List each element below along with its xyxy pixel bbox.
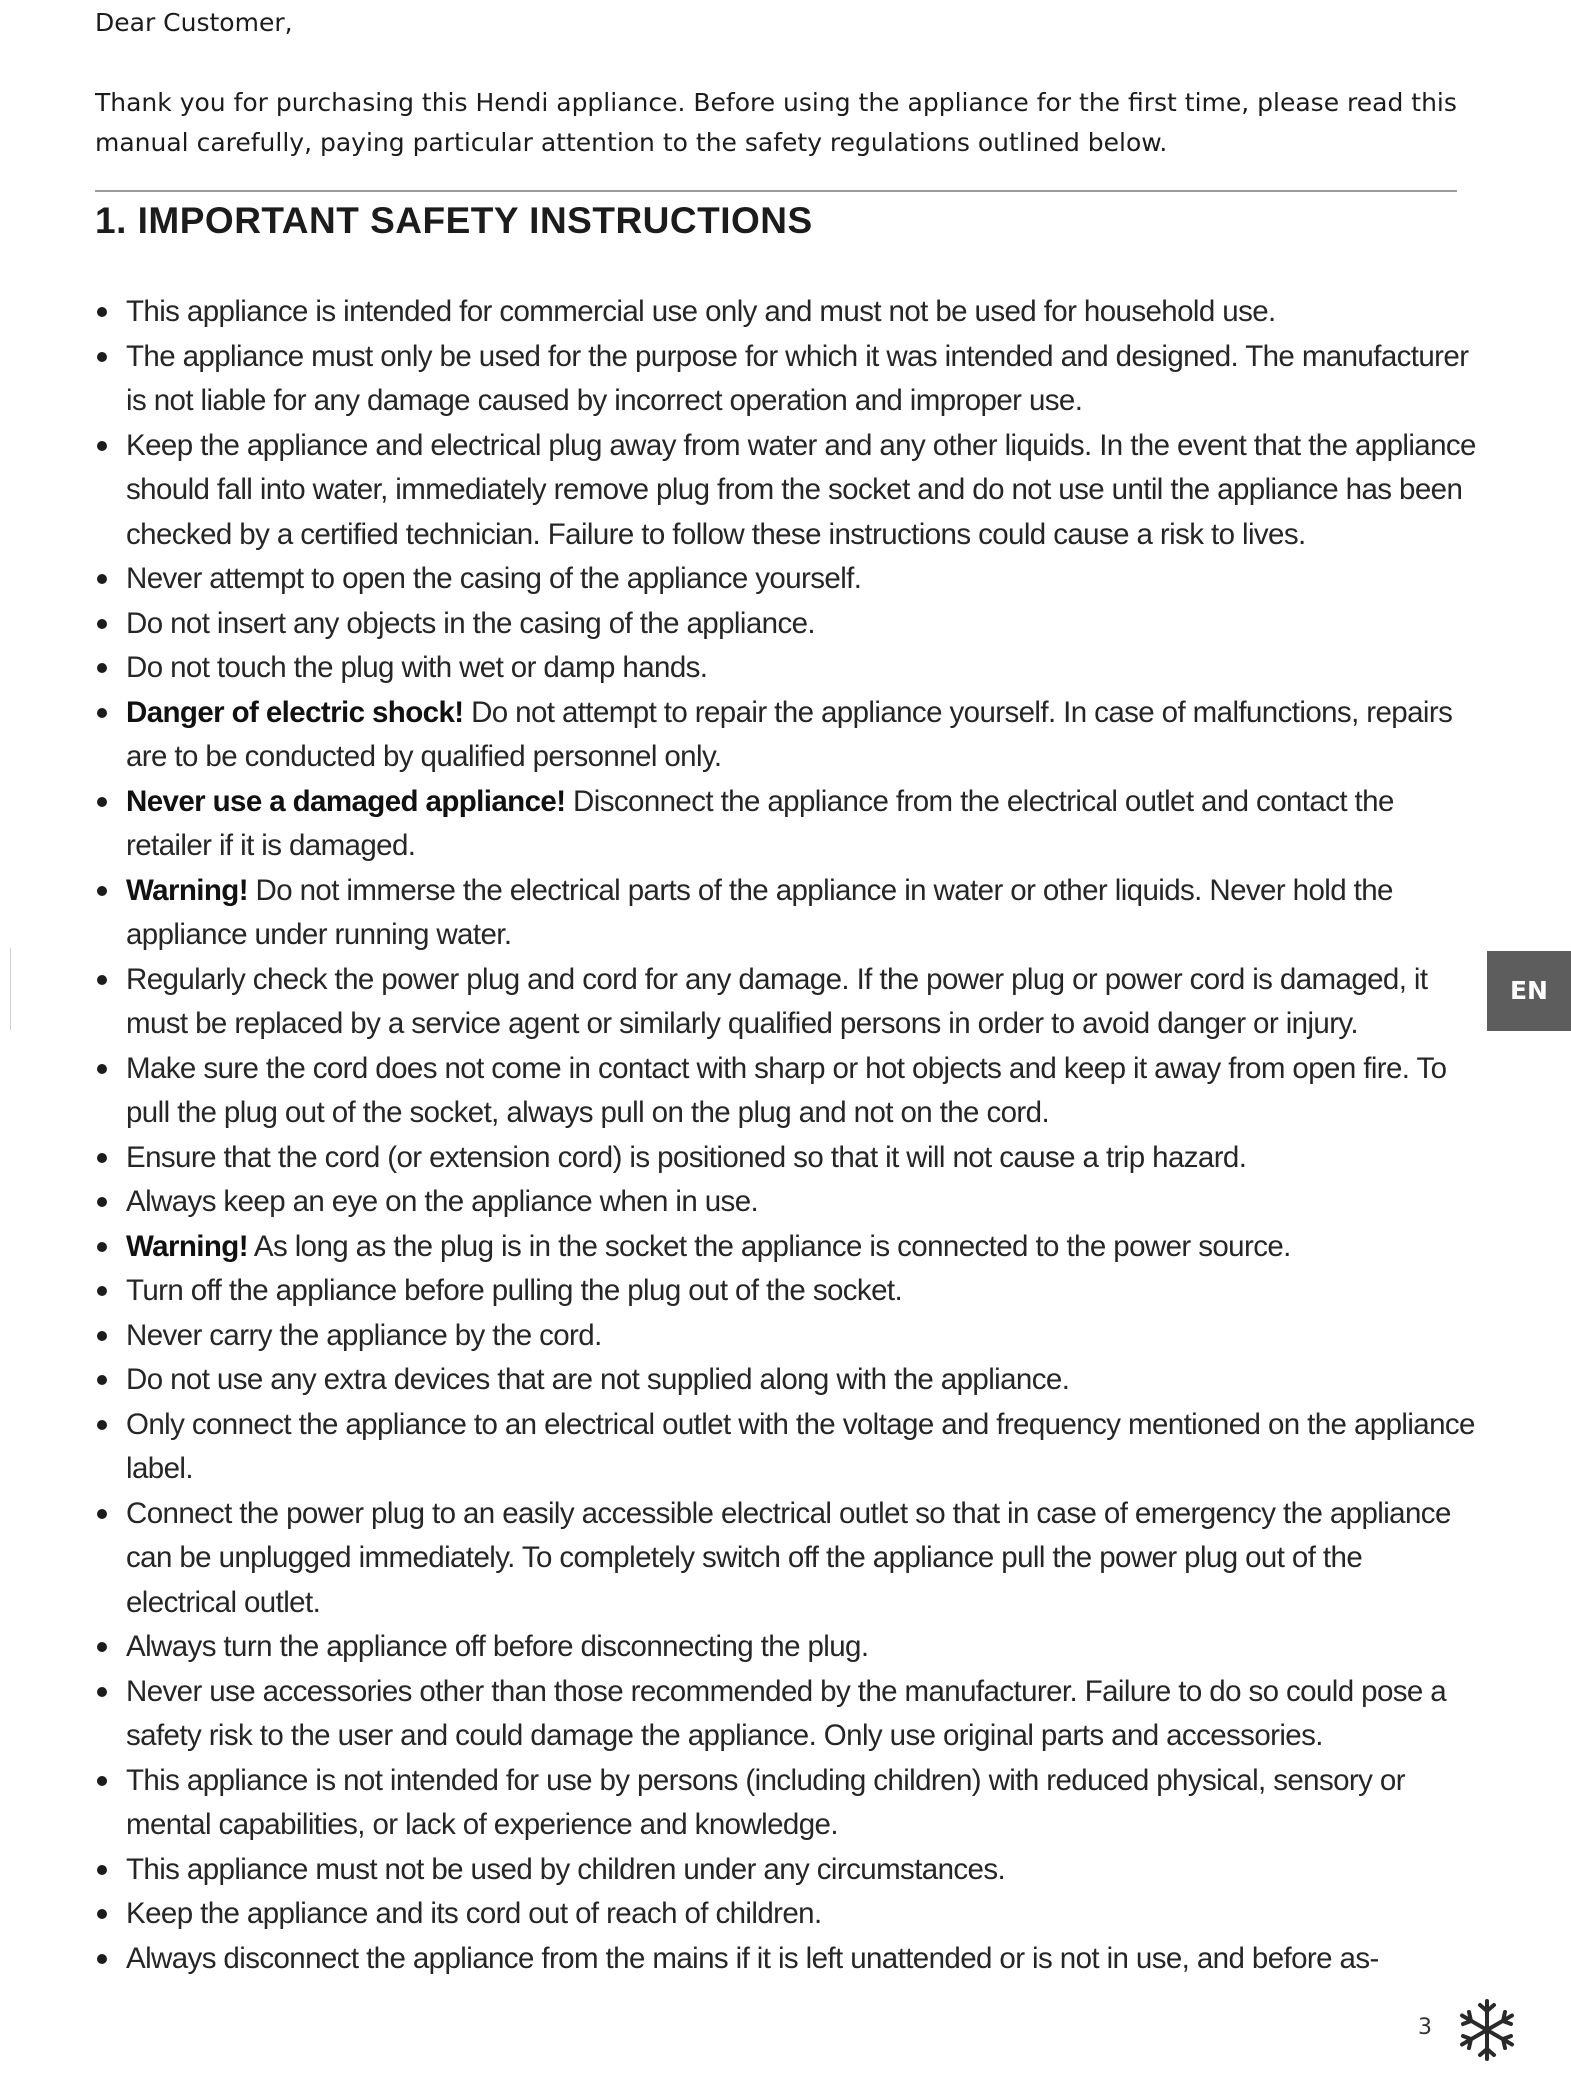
instruction-item — [95, 1625, 1480, 1670]
instruction-text: Disconnect the appliance from the electrical outlet and contact the retailer if it is damaged. — [126, 784, 1394, 862]
instruction-item — [95, 335, 1480, 424]
margin-mark — [10, 948, 11, 1030]
instruction-item — [95, 1403, 1480, 1492]
instruction-item — [95, 1759, 1480, 1848]
instruction-lead: Never use a damaged appliance! — [126, 784, 566, 818]
instruction-item — [95, 602, 1480, 647]
instruction-lead: Warning! — [126, 873, 248, 907]
instruction-item — [95, 780, 1480, 869]
instruction-text: Never carry the appliance by the cord. — [126, 1318, 602, 1352]
instruction-item — [95, 1047, 1480, 1136]
bullet-dot — [97, 1909, 107, 1919]
instruction-item — [95, 869, 1480, 958]
bullet-dot — [97, 1687, 107, 1697]
bullet-dot — [97, 797, 107, 807]
instruction-item — [95, 557, 1480, 602]
safety-instructions-list — [95, 290, 1480, 1981]
instruction-text: Always keep an eye on the appliance when in use. — [126, 1185, 759, 1218]
bullet-dot — [97, 1153, 107, 1163]
instruction-item — [95, 290, 1480, 335]
bullet-dot — [97, 441, 107, 451]
instruction-text: Do not immerse the electrical parts of the appliance in water or other liquids. Never hold the appliance under running water. — [126, 873, 1393, 951]
instruction-lead: Danger of electric shock! — [126, 695, 464, 729]
bullet-dot — [97, 1509, 107, 1519]
instruction-item — [95, 1358, 1480, 1403]
instruction-item — [95, 424, 1480, 558]
bullet-dot — [97, 1242, 107, 1252]
bullet-dot — [97, 1420, 107, 1430]
section-divider — [95, 190, 1457, 192]
instruction-text: Turn off the appliance before pulling the plug out of the socket. — [126, 1274, 903, 1307]
instruction-text: This appliance must not be used by children under any circumstances. — [126, 1852, 1006, 1886]
instruction-lead: Warning! — [126, 1229, 248, 1263]
instruction-text: The appliance must only be used for the purpose for which it was intended and designed. The manufacturer is not liable for any damage caused by incorrect operation and improper use. — [126, 339, 1469, 417]
instruction-text: Connect the power plug to an easily accessible electrical outlet so that in case of emergency the appliance can be unplugged immediately. To completely switch off the appliance pull the power plug out of the electrical outlet. — [126, 1496, 1451, 1619]
bullet-dot — [97, 1064, 107, 1074]
bullet-dot — [97, 307, 107, 317]
instruction-text: This appliance is intended for commercial use only and must not be used for household use. — [126, 295, 1276, 328]
instruction-text: Only connect the appliance to an electrical outlet with the voltage and frequency mentioned on the appliance label. — [126, 1407, 1475, 1485]
greeting: Dear Customer, — [95, 8, 293, 37]
instruction-item — [95, 1848, 1480, 1893]
language-tab: EN — [1487, 951, 1571, 1031]
instruction-item — [95, 1136, 1480, 1181]
section-title: 1. IMPORTANT SAFETY INSTRUCTIONS — [95, 200, 813, 241]
instruction-text: Always disconnect the appliance from the mains if it is left unattended or is not in use, and before as- — [126, 1941, 1379, 1975]
instruction-text: Never attempt to open the casing of the appliance yourself. — [126, 562, 862, 595]
instruction-text: Keep the appliance and electrical plug away from water and any other liquids. In the event that the appliance should fall into water, immediately remove plug from the socket and do not use until the appliance has been checked by a certified technician. Failure to follow these instructions could cause a risk to lives. — [126, 428, 1476, 551]
bullet-dot — [97, 1197, 107, 1207]
instruction-text: As long as the plug is in the socket the appliance is connected to the power source. — [247, 1229, 1291, 1263]
instruction-text: Do not insert any objects in the casing of the appliance. — [126, 606, 815, 640]
instruction-item — [95, 1180, 1480, 1225]
bullet-dot — [97, 1375, 107, 1385]
bullet-dot — [97, 663, 107, 673]
instruction-text: Keep the appliance and its cord out of reach of children. — [126, 1897, 822, 1930]
bullet-dot — [97, 1954, 107, 1964]
bullet-dot — [97, 886, 107, 896]
bullet-dot — [97, 352, 107, 362]
snowflake-icon — [1452, 1995, 1522, 2065]
instruction-item — [95, 958, 1480, 1047]
instruction-item — [95, 646, 1480, 691]
instruction-item — [95, 1269, 1480, 1314]
instruction-text: Do not attempt to repair the appliance yourself. In case of malfunctions, repairs are to be conducted by qualified personnel only. — [126, 695, 1453, 773]
instruction-item — [95, 1670, 1480, 1759]
instruction-item — [95, 1937, 1480, 1982]
bullet-dot — [97, 574, 107, 584]
bullet-dot — [97, 1642, 107, 1652]
instruction-item — [95, 1225, 1480, 1270]
bullet-dot — [97, 1331, 107, 1341]
bullet-dot — [97, 1776, 107, 1786]
instruction-text: Always turn the appliance off before disconnecting the plug. — [126, 1630, 869, 1663]
instruction-text: Make sure the cord does not come in contact with sharp or hot objects and keep it away from open fire. To pull the plug out of the socket, always pull on the plug and not on the cord. — [126, 1051, 1447, 1129]
instruction-item — [95, 1314, 1480, 1359]
intro-paragraph: Thank you for purchasing this Hendi appliance. Before using the appliance for the first time, please read this manual carefully, paying particular attention to the safety regulations outlined below. — [95, 88, 1457, 157]
instruction-text: Never use accessories other than those recommended by the manufacturer. Failure to do so could pose a safety risk to the user and could damage the appliance. Only use original parts and accessories. — [126, 1674, 1447, 1752]
instruction-item — [95, 1492, 1480, 1626]
bullet-dot — [97, 1865, 107, 1875]
instruction-text: Do not touch the plug with wet or damp hands. — [126, 651, 708, 684]
instruction-item — [95, 691, 1480, 780]
instruction-text: Ensure that the cord (or extension cord) is positioned so that it will not cause a trip hazard. — [126, 1140, 1247, 1174]
instruction-text: Do not use any extra devices that are not supplied along with the appliance. — [126, 1363, 1070, 1396]
instruction-item — [95, 1892, 1480, 1937]
bullet-dot — [97, 1286, 107, 1296]
bullet-dot — [97, 708, 107, 718]
bullet-dot — [97, 619, 107, 629]
bullet-dot — [97, 975, 107, 985]
instruction-text: This appliance is not intended for use by persons (including children) with reduced physical, sensory or mental capabilities, or lack of experience and knowledge. — [126, 1763, 1405, 1841]
page-number: 3 — [1418, 2015, 1432, 2040]
instruction-text: Regularly check the power plug and cord for any damage. If the power plug or power cord is damaged, it must be replaced by a service agent or similarly qualified persons in order to avoid danger or injury. — [126, 962, 1428, 1040]
